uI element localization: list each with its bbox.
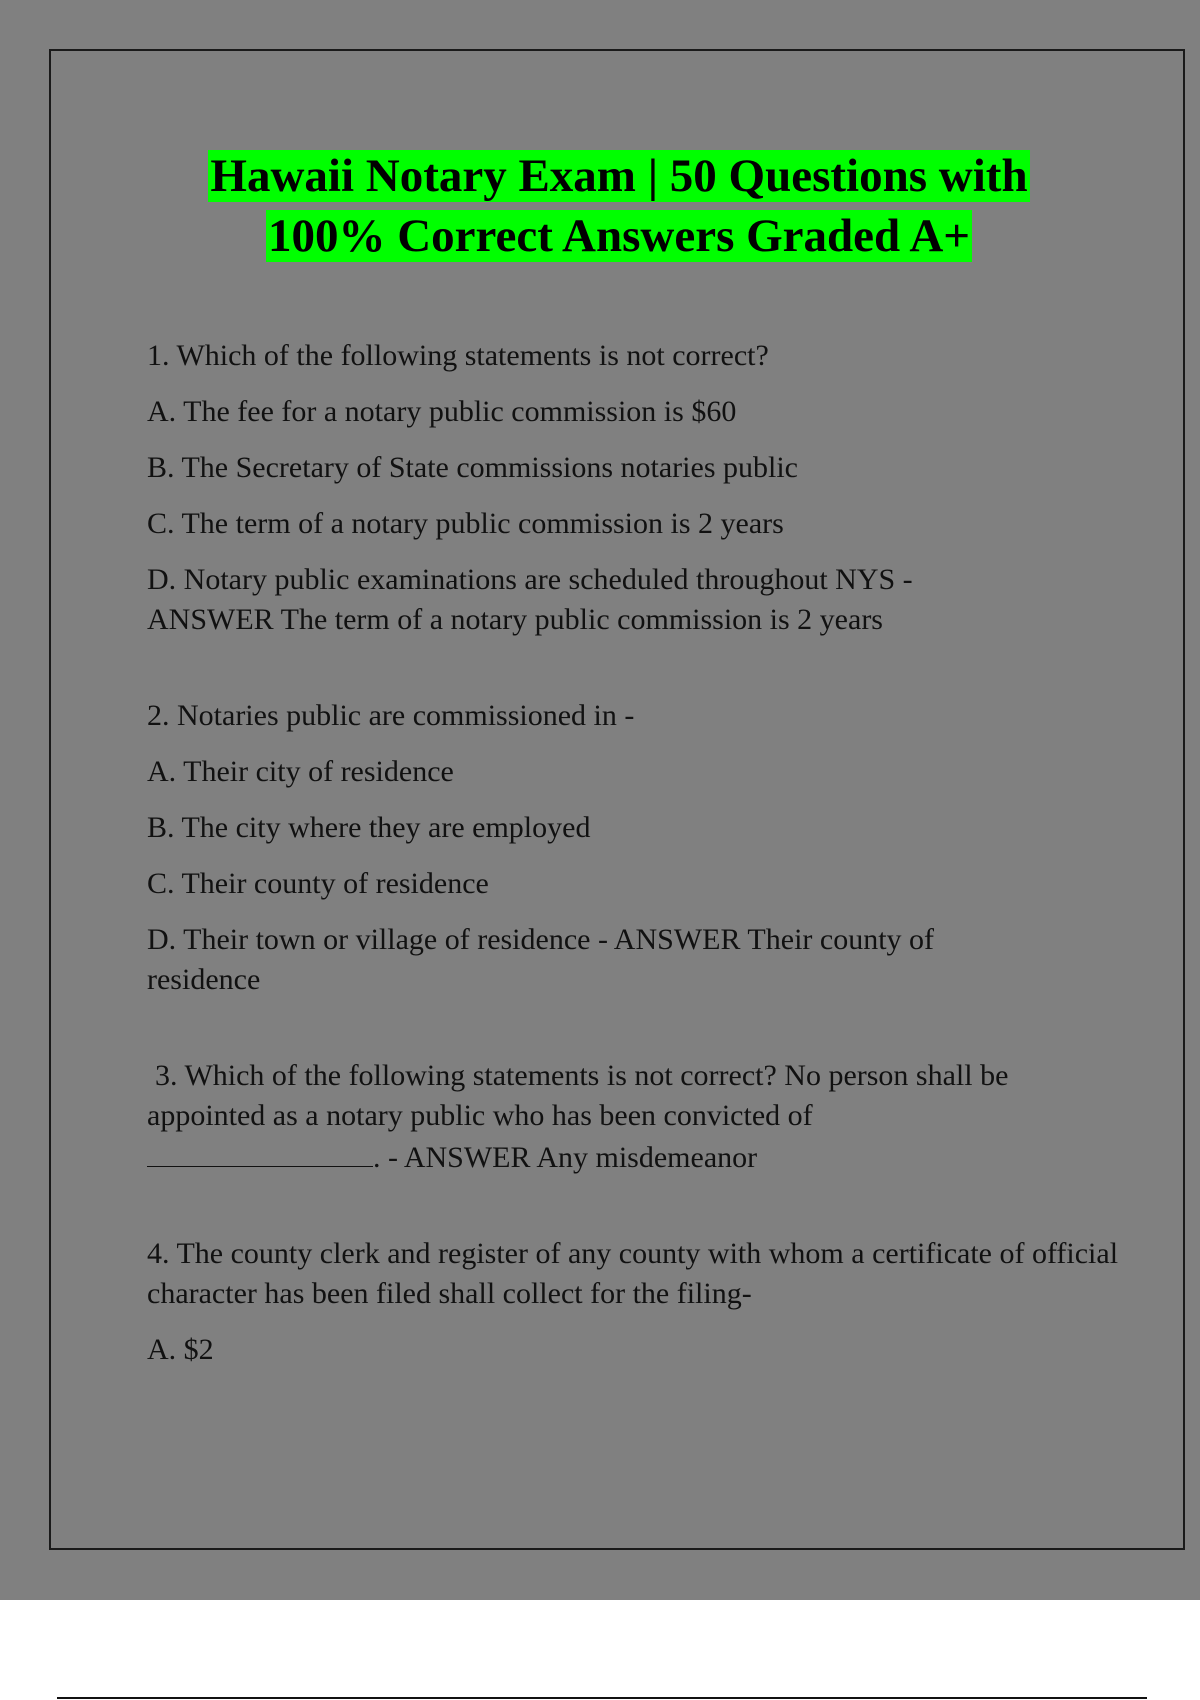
question-1-option-b: B. The Secretary of State commissions notaries public: [147, 451, 798, 484]
question-1-option-c: C. The term of a notary public commission is 2 years: [147, 507, 784, 540]
footer-divider: [57, 1697, 1147, 1699]
question-2-option-b: B. The city where they are employed: [147, 811, 591, 844]
question-2-option-a: A. Their city of residence: [147, 755, 454, 788]
page-border: [49, 49, 1185, 1550]
question-4-stem: 4. The county clerk and register of any county with whom a certificate of official character has been filed shall collect for the filing-: [147, 1237, 1119, 1310]
question-3: [147, 1056, 1117, 1178]
question-2-option-c: C. Their county of residence: [147, 867, 489, 900]
title-line-2: 100% Correct Answers Graded A+: [267, 210, 971, 262]
document-title: [51, 146, 1187, 266]
question-3-stem: 3. Which of the following statements is not correct? No person shall be appointed as a notary public who has been convicted of: [147, 1059, 1009, 1132]
title-line-1: Hawaii Notary Exam | 50 Questions with: [210, 150, 1028, 202]
question-1-option-a: A. The fee for a notary public commission is $60: [147, 395, 737, 428]
answer-blank: [147, 1136, 373, 1167]
question-1-option-d: D. Notary public examinations are scheduled throughout NYS - ANSWER The term of a notary public commission is 2 years: [147, 563, 913, 636]
question-3-answer: . - ANSWER Any misdemeanor: [373, 1141, 758, 1174]
questions-body: [147, 336, 1147, 1386]
question-2-stem: 2. Notaries public are commissioned in -: [147, 699, 635, 732]
question-1-stem: 1. Which of the following statements is not correct?: [147, 339, 769, 372]
question-4-option-a: A. $2: [147, 1333, 214, 1366]
question-2-option-d: D. Their town or village of residence - ANSWER Their county of residence: [147, 923, 935, 996]
